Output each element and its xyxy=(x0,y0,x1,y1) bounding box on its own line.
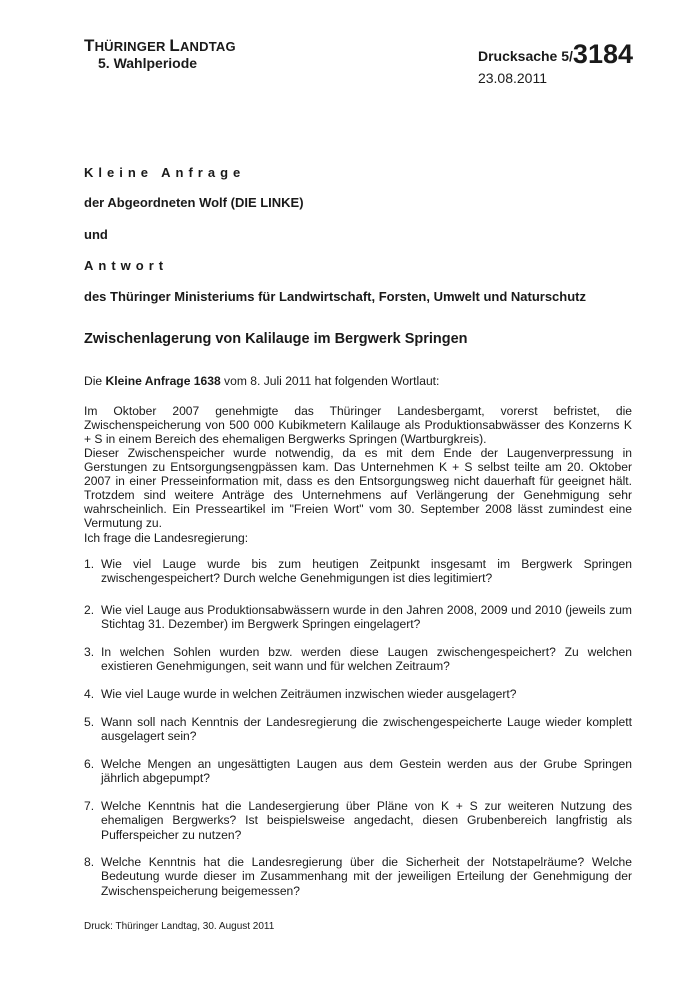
question-number: 7. xyxy=(84,799,95,813)
question-number: 2. xyxy=(84,603,95,617)
abgeordnete-line: der Abgeordneten Wolf (DIE LINKE) xyxy=(84,195,304,210)
paragraph-2: Dieser Zwischenspeicher wurde notwendig, da es mit dem Ende der Laugenverpressung in Gerstungen zu Entsorgungsengpässen kam. Das Unternehmen K + S selbst teilte am 20. Oktober 2007 in einer Presseinformation mit, dass es den Entsorgungsweg nicht dauerhaft für geeignet hält. Trotzdem sind weitere Anträge des Unternehmens auf Verlängerung der Genehmigung sehr wahrscheinlich. Ein Presseartikel im "Freien Wort" vom 30. September 2008 lässt zumindest eine Vermutung zu. xyxy=(84,446,632,530)
question-number: 4. xyxy=(84,687,95,701)
question-number: 6. xyxy=(84,757,95,771)
kleine-anfrage-heading: Kleine Anfrage xyxy=(84,165,246,180)
print-footer: Druck: Thüringer Landtag, 30. August 2011 xyxy=(84,921,275,932)
question-item xyxy=(84,799,632,842)
election-period: 5. Wahlperiode xyxy=(98,55,198,71)
institution-name: THÜRINGER LANDTAG xyxy=(84,36,236,55)
paragraph-1: Im Oktober 2007 genehmigte das Thüringer Landesbergamt, vorerst befristet, die Zwischenspeicherung von 500 000 Kubikmetern Kalilauge als Produktionsabwässer des Konzerns K + S in einem Bereich des ehemaligen Bergwerks Springen (Wartburgkreis). xyxy=(84,404,632,446)
question-number: 3. xyxy=(84,645,95,659)
question-item xyxy=(84,645,632,674)
question-text: Wie viel Lauge aus Produktionsabwässern wurde in den Jahren 2008, 2009 und 2010 (jeweils zum Stichtag 31. Dezember) im Bergwerk Springen eingelagert? xyxy=(101,603,632,632)
question-text: Wann soll nach Kenntnis der Landesregierung die zwischengespeicherte Lauge wieder komplett ausgelagert sein? xyxy=(101,715,632,744)
drucksache-label: Drucksache 5/ xyxy=(477,48,573,64)
question-number: 5. xyxy=(84,715,95,729)
drucksache-number: 3184 xyxy=(572,39,633,69)
body-text xyxy=(84,404,632,530)
question-number: 1. xyxy=(84,557,95,571)
drucksache-block xyxy=(478,36,633,86)
question-item xyxy=(84,855,632,898)
question-item xyxy=(84,557,632,586)
question-text: Welche Kenntnis hat die Landesregierung über die Sicherheit der Notstapelräume? Welche Bedeutung wurde dieser im Zusammenhang mit der jeweiligen Erteilung der Genehmigung der Zwischenspeicherung beigemessen? xyxy=(101,855,632,898)
question-item xyxy=(84,757,632,786)
question-number: 8. xyxy=(84,855,95,869)
document-date: 23.08.2011 xyxy=(477,70,547,86)
question-item xyxy=(84,603,632,632)
question-item xyxy=(84,687,632,701)
document-title: Zwischenlagerung von Kalilauge im Bergwerk Springen xyxy=(84,331,468,347)
ministerium-line: des Thüringer Ministeriums für Landwirtschaft, Forsten, Umwelt und Naturschutz xyxy=(84,289,586,304)
antwort-heading: Antwort xyxy=(84,258,169,273)
question-text: Wie viel Lauge wurde bis zum heutigen Zeitpunkt insgesamt im Bergwerk Springen zwischengespeichert? Durch welche Genehmigungen ist dies legitimiert? xyxy=(101,557,632,586)
question-text: Wie viel Lauge wurde in welchen Zeiträumen inzwischen wieder ausgelagert? xyxy=(101,687,517,701)
und-line: und xyxy=(84,227,108,242)
question-item xyxy=(84,715,632,744)
ask-line: Ich frage die Landesregierung: xyxy=(84,531,249,545)
question-text: In welchen Sohlen wurden bzw. werden diese Laugen zwischengespeichert? Zu welchen existieren Genehmigungen, seit wann und für welchen Zeitraum? xyxy=(101,645,632,674)
lead-sentence: Die Kleine Anfrage 1638 vom 8. Juli 2011 hat folgenden Wortlaut: xyxy=(84,374,440,388)
question-text: Welche Mengen an ungesättigten Laugen aus dem Gestein werden aus der Grube Springen jährlich abgepumpt? xyxy=(101,757,632,786)
question-text: Welche Kenntnis hat die Landesergierung über Pläne von K + S zur weiteren Nutzung des ehemaligen Bergwerks? Ist beispielsweise angedacht, diesen Grubenbereich langfristig als Pufferspeicher zu nutzen? xyxy=(101,799,632,842)
